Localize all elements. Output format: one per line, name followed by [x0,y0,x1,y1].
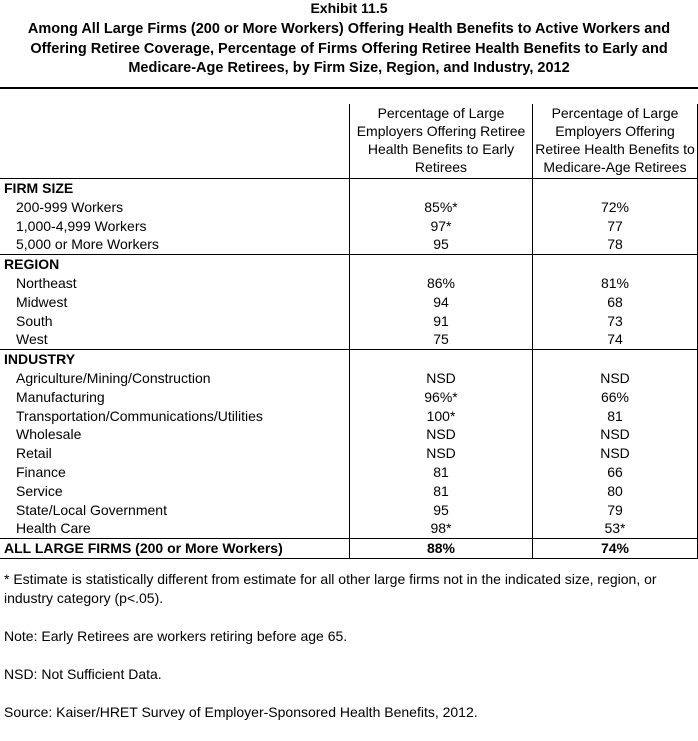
medicare-retirees-value: 73 [533,312,698,331]
row-label: Service [16,482,63,499]
medicare-retirees-value: 74 [533,330,698,349]
row-label: Retail [16,445,52,462]
table-row [0,369,698,388]
empty-cell [350,350,533,369]
header-medicare-retirees: Percentage of Large Employers Offering Retiree Health Benefits to Medicare-Age Retirees [533,104,698,179]
medicare-retirees-value: 68 [533,293,698,312]
table-row [0,463,698,482]
section-label: REGION [0,255,350,274]
medicare-retirees-value: 81% [533,274,698,293]
medicare-retirees-value: NSD [533,369,698,388]
early-retirees-value: NSD [350,425,533,444]
early-retirees-value: 100* [350,407,533,426]
title-divider [0,87,698,89]
early-retirees-value: 85%* [350,198,533,217]
table-row [0,217,698,236]
exhibit-title: Among All Large Firms (200 or More Workers) Offering Health Benefits to Active Workers and Offering Retiree Coverage, Percentage of Firms Offering Retiree Health Benefits to Early and Medicare-Age Retirees, by Firm Size, Region, and Industry, 2012 [27,21,671,76]
table-row [0,444,698,463]
table-row [0,425,698,444]
row-label: South [16,312,53,329]
total-medicare-value: 74% [533,539,698,559]
early-retirees-value: 86% [350,274,533,293]
early-retirees-value: 81 [350,463,533,482]
total-label: ALL LARGE FIRMS (200 or More Workers) [0,539,350,559]
early-retirees-value: 75 [350,330,533,349]
early-retirees-value: 81 [350,482,533,501]
empty-cell [533,179,698,198]
header-blank [0,104,350,179]
header-early-retirees: Percentage of Large Employers Offering Retiree Health Benefits to Early Retirees [350,104,533,179]
medicare-retirees-value: NSD [533,425,698,444]
footnote-note: Note: Early Retirees are workers retiring before age 65. [4,628,348,644]
medicare-retirees-value: 66 [533,463,698,482]
table-row [0,198,698,217]
medicare-retirees-value: 77 [533,217,698,236]
table-row [0,235,698,254]
early-retirees-value: 95 [350,235,533,254]
row-label: Manufacturing [16,388,105,405]
early-retirees-value: 95 [350,501,533,520]
row-label: Midwest [16,293,68,310]
medicare-retirees-value: 79 [533,501,698,520]
row-label: State/Local Government [16,501,167,518]
table-header-row [0,104,698,179]
medicare-retirees-value: 78 [533,235,698,254]
section-label: INDUSTRY [0,350,350,369]
table-row [0,330,698,349]
row-label: Agriculture/Mining/Construction [16,369,211,386]
table-row [0,274,698,293]
row-label: Health Care [16,520,91,537]
footnotes [4,570,694,741]
empty-cell [533,350,698,369]
table-row [0,312,698,331]
empty-cell [533,255,698,274]
total-row [0,539,698,559]
row-label: Transportation/Communications/Utilities [16,407,263,424]
footnote-nsd: NSD: Not Sufficient Data. [4,666,162,682]
medicare-retirees-value: 81 [533,407,698,426]
medicare-retirees-value: 53* [533,519,698,538]
table-row [0,482,698,501]
medicare-retirees-value: 80 [533,482,698,501]
early-retirees-value: NSD [350,444,533,463]
row-label: Finance [16,463,66,480]
row-label: Wholesale [16,426,82,443]
section-header-row [0,255,698,274]
table-body [0,179,698,559]
table-row [0,407,698,426]
retiree-benefits-table [0,104,698,559]
medicare-retirees-value: NSD [533,444,698,463]
early-retirees-value: NSD [350,369,533,388]
section-label: FIRM SIZE [0,179,350,198]
table-row [0,293,698,312]
row-label: Northeast [16,274,77,291]
row-label: 200-999 Workers [16,198,124,215]
early-retirees-value: 98* [350,519,533,538]
total-early-value: 88% [350,539,533,559]
footnote-source: Source: Kaiser/HRET Survey of Employer-Sponsored Health Benefits, 2012. [4,704,478,720]
section-header-row [0,350,698,369]
empty-cell [350,255,533,274]
medicare-retirees-value: 66% [533,388,698,407]
row-label: 1,000-4,999 Workers [16,217,147,234]
early-retirees-value: 97* [350,217,533,236]
table-row [0,519,698,538]
row-label: West [16,331,48,348]
empty-cell [350,179,533,198]
table-row [0,388,698,407]
table-row [0,501,698,520]
early-retirees-value: 91 [350,312,533,331]
early-retirees-value: 96%* [350,388,533,407]
early-retirees-value: 94 [350,293,533,312]
exhibit-number: Exhibit 11.5 [310,0,388,16]
footnote-asterisk: * Estimate is statistically different from estimate for all other large firms not in the indicated size, region, or industry category (p<.05). [4,571,657,606]
medicare-retirees-value: 72% [533,198,698,217]
section-header-row [0,179,698,198]
row-label: 5,000 or More Workers [16,236,159,253]
